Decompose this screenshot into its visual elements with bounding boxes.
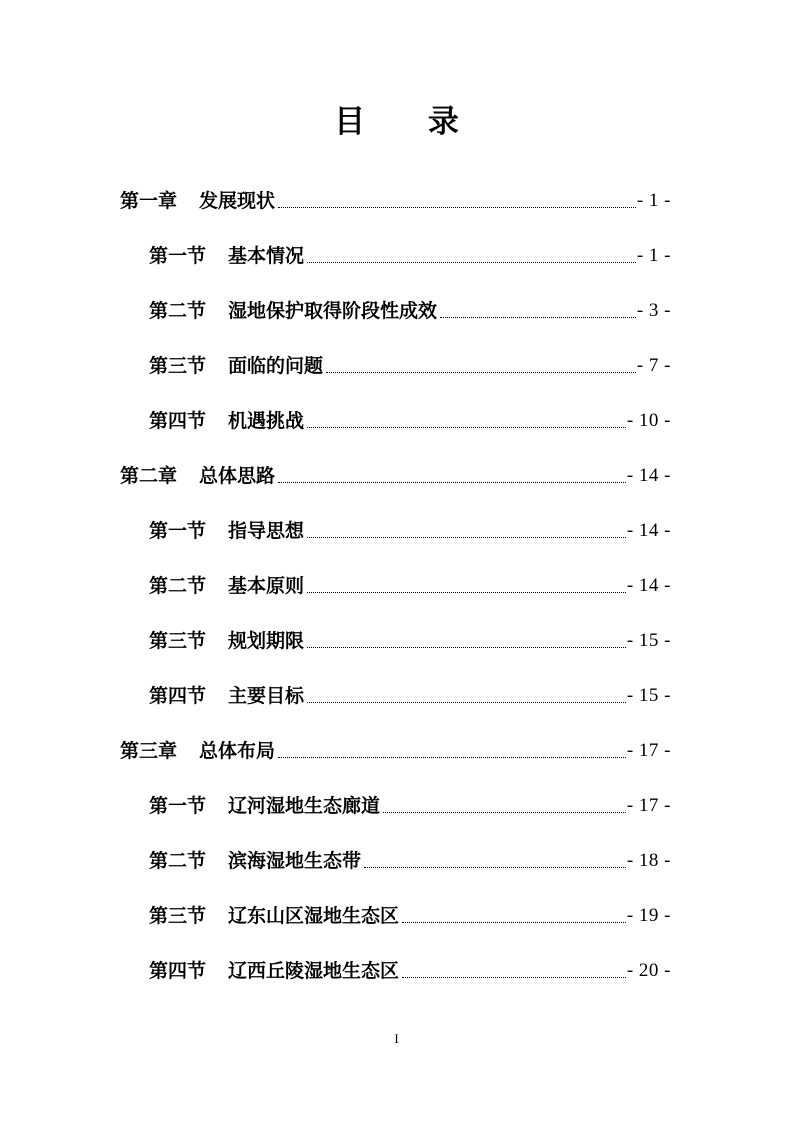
toc-chapter-1[interactable] [120, 183, 671, 213]
toc-entry-page: - 7 - [636, 355, 671, 376]
toc-entry-number: 第二节 [149, 850, 207, 872]
toc-entry-label [149, 244, 304, 268]
toc-entry-number: 第一节 [149, 520, 207, 542]
dot-leader [307, 646, 626, 648]
toc-entry-label [149, 409, 304, 433]
toc-entry-label [120, 464, 275, 488]
toc-entry-number: 第一节 [149, 795, 207, 817]
toc-entry-number: 第三节 [149, 905, 207, 927]
dot-leader [278, 481, 626, 483]
toc-entry-label [149, 354, 323, 378]
toc-entry-page: - 19 - [626, 905, 671, 926]
toc-section-3-3[interactable] [149, 898, 671, 928]
toc-entry-label [149, 519, 304, 543]
toc-section-1-3[interactable] [149, 348, 671, 378]
toc-entry-label [149, 849, 361, 873]
toc-entry-page: - 14 - [626, 575, 671, 596]
toc-entry-title: 辽西丘陵湿地生态区 [228, 960, 400, 982]
toc-entry-label [149, 299, 437, 323]
toc-entry-page: - 20 - [626, 960, 671, 981]
toc-entry-label [149, 959, 399, 983]
toc-entry-page: - 14 - [626, 520, 671, 541]
toc-entry-title: 机遇挑战 [228, 410, 305, 432]
toc-entry-title: 湿地保护取得阶段性成效 [228, 300, 438, 322]
toc-entry-page: - 15 - [626, 630, 671, 651]
toc-entry-page: - 15 - [626, 685, 671, 706]
toc-entry-label [120, 739, 275, 763]
toc-entry-page: - 10 - [626, 410, 671, 431]
toc-entry-number: 第三节 [149, 355, 207, 377]
dot-leader [307, 261, 636, 263]
toc-entry-title: 辽河湿地生态廊道 [228, 795, 381, 817]
toc-entry-number: 第二节 [149, 575, 207, 597]
toc-entry-label [149, 574, 304, 598]
toc-entry-title: 辽东山区湿地生态区 [228, 905, 400, 927]
toc-entry-number: 第四节 [149, 685, 207, 707]
toc-entry-page: - 17 - [626, 795, 671, 816]
toc-chapter-2[interactable] [120, 458, 671, 488]
dot-leader [383, 811, 626, 813]
dot-leader [440, 316, 636, 318]
toc-section-3-4[interactable] [149, 953, 671, 983]
dot-leader [307, 701, 626, 703]
dot-leader [307, 426, 626, 428]
toc-entry-label [149, 684, 304, 708]
toc-entry-number: 第一章 [120, 190, 178, 212]
toc-entry-title: 规划期限 [228, 630, 305, 652]
dot-leader [364, 866, 626, 868]
toc-section-1-1[interactable] [149, 238, 671, 268]
toc-entry-title: 发展现状 [199, 190, 276, 212]
toc-entry-title: 指导思想 [228, 520, 305, 542]
toc-entry-number: 第四节 [149, 960, 207, 982]
toc-entry-title: 总体布局 [199, 740, 276, 762]
toc-entry-number: 第三节 [149, 630, 207, 652]
page-title: 目 录 [334, 104, 485, 140]
toc-entry-title: 面临的问题 [228, 355, 324, 377]
toc-chapter-3[interactable] [120, 733, 671, 763]
toc-entry-title: 基本原则 [228, 575, 305, 597]
toc-section-1-2[interactable] [149, 293, 671, 323]
toc-entry-page: - 1 - [636, 190, 671, 211]
toc-entry-page: - 18 - [626, 850, 671, 871]
toc-entry-title: 总体思路 [199, 465, 276, 487]
toc-section-1-4[interactable] [149, 403, 671, 433]
toc-section-2-3[interactable] [149, 623, 671, 653]
toc-entry-page: - 17 - [626, 740, 671, 761]
dot-leader [402, 921, 626, 923]
toc-section-2-1[interactable] [149, 513, 671, 543]
dot-leader [278, 206, 636, 208]
toc-entry-number: 第四节 [149, 410, 207, 432]
toc-entry-label [149, 794, 380, 818]
page-number-footer: I [394, 1031, 399, 1046]
dot-leader [307, 591, 626, 593]
toc-section-3-1[interactable] [149, 788, 671, 818]
toc-entry-number: 第二节 [149, 300, 207, 322]
toc-entry-number: 第三章 [120, 740, 178, 762]
toc-section-3-2[interactable] [149, 843, 671, 873]
toc-entry-number: 第二章 [120, 465, 178, 487]
toc-entry-page: - 1 - [636, 245, 671, 266]
toc-entry-label [149, 629, 304, 653]
dot-leader [326, 371, 636, 373]
toc-entry-title: 基本情况 [228, 245, 305, 267]
toc-entry-number: 第一节 [149, 245, 207, 267]
toc-entry-page: - 14 - [626, 465, 671, 486]
dot-leader [278, 756, 626, 758]
toc-section-2-4[interactable] [149, 678, 671, 708]
toc-entry-label [149, 904, 399, 928]
dot-leader [402, 976, 626, 978]
toc-entry-title: 滨海湿地生态带 [228, 850, 362, 872]
toc-entry-title: 主要目标 [228, 685, 305, 707]
toc-section-2-2[interactable] [149, 568, 671, 598]
dot-leader [307, 536, 626, 538]
toc-entry-label [120, 189, 275, 213]
toc-entry-page: - 3 - [636, 300, 671, 321]
